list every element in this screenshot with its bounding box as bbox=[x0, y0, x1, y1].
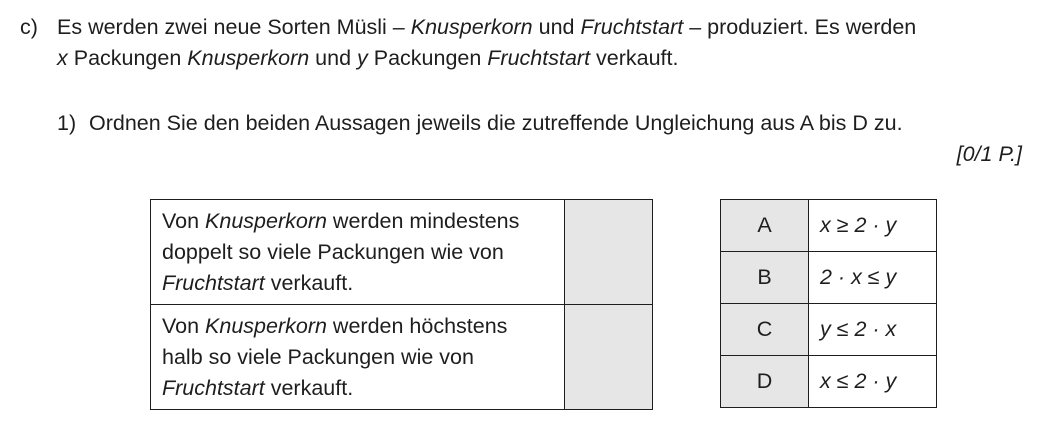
option-inequality: x ≥ 2 · y bbox=[809, 200, 937, 252]
text-run: Von bbox=[162, 313, 206, 338]
text-run: – produziert. Es werden bbox=[683, 15, 917, 39]
text-run: verkauft. bbox=[590, 46, 679, 70]
text-run: Knusperkorn bbox=[410, 15, 533, 39]
text-run: Packungen bbox=[67, 46, 188, 70]
statement-line bbox=[162, 373, 564, 404]
text-run: doppelt so viele Packungen wie von bbox=[162, 239, 504, 264]
part-label: c) bbox=[20, 15, 38, 39]
text-run: Fruchtstart bbox=[162, 270, 265, 295]
text-run: Knusperkorn bbox=[205, 208, 327, 233]
text-run: halb so viele Packungen wie von bbox=[162, 344, 474, 369]
statement-row bbox=[151, 305, 653, 410]
text-run: Fruchtstart bbox=[162, 375, 265, 400]
intro-line-1 bbox=[57, 15, 916, 40]
statement-cell-2 bbox=[151, 305, 565, 410]
text-run: Knusperkorn bbox=[205, 313, 327, 338]
text-run: Es werden zwei neue Sorten Müsli – bbox=[57, 15, 411, 39]
question-text: Ordnen Sie den beiden Aussagen jeweils die zutreffende Ungleichung aus A bis D zu. bbox=[89, 111, 903, 135]
statement-line bbox=[162, 237, 564, 268]
statements-table bbox=[150, 199, 653, 410]
option-row-a bbox=[721, 200, 937, 252]
question-number: 1) bbox=[57, 111, 77, 135]
text-run: Fruchtstart bbox=[487, 46, 591, 70]
option-letter: B bbox=[721, 252, 809, 304]
text-run: Fruchtstart bbox=[580, 15, 684, 39]
text-run: y bbox=[357, 46, 368, 70]
options-table bbox=[720, 199, 937, 408]
answer-box-2[interactable] bbox=[565, 305, 653, 410]
text-run: werden mindestens bbox=[326, 208, 520, 233]
text-run: x bbox=[57, 46, 68, 70]
text-run: Packungen bbox=[367, 46, 488, 70]
option-letter: D bbox=[721, 356, 809, 408]
text-run: verkauft. bbox=[264, 270, 354, 295]
option-inequality: y ≤ 2 · x bbox=[809, 304, 937, 356]
statement-row bbox=[151, 200, 653, 305]
text-run: werden höchstens bbox=[326, 313, 508, 338]
intro-line-2 bbox=[57, 46, 678, 71]
statement-line bbox=[162, 268, 564, 299]
points-label: [0/1 P.] bbox=[956, 142, 1022, 166]
option-row-d bbox=[721, 356, 937, 408]
statement-cell-1 bbox=[151, 200, 565, 305]
answer-box-1[interactable] bbox=[565, 200, 653, 305]
text-run: und bbox=[309, 46, 358, 70]
statement-line bbox=[162, 206, 564, 237]
option-inequality: x ≤ 2 · y bbox=[809, 356, 937, 408]
option-inequality: 2 · x ≤ y bbox=[809, 252, 937, 304]
text-run: und bbox=[532, 15, 581, 39]
text-run: Knusperkorn bbox=[187, 46, 310, 70]
text-run: Von bbox=[162, 208, 206, 233]
option-row-b bbox=[721, 252, 937, 304]
option-letter: A bbox=[721, 200, 809, 252]
text-run: verkauft. bbox=[264, 375, 354, 400]
option-row-c bbox=[721, 304, 937, 356]
option-letter: C bbox=[721, 304, 809, 356]
statement-line bbox=[162, 311, 564, 342]
statement-line bbox=[162, 342, 564, 373]
